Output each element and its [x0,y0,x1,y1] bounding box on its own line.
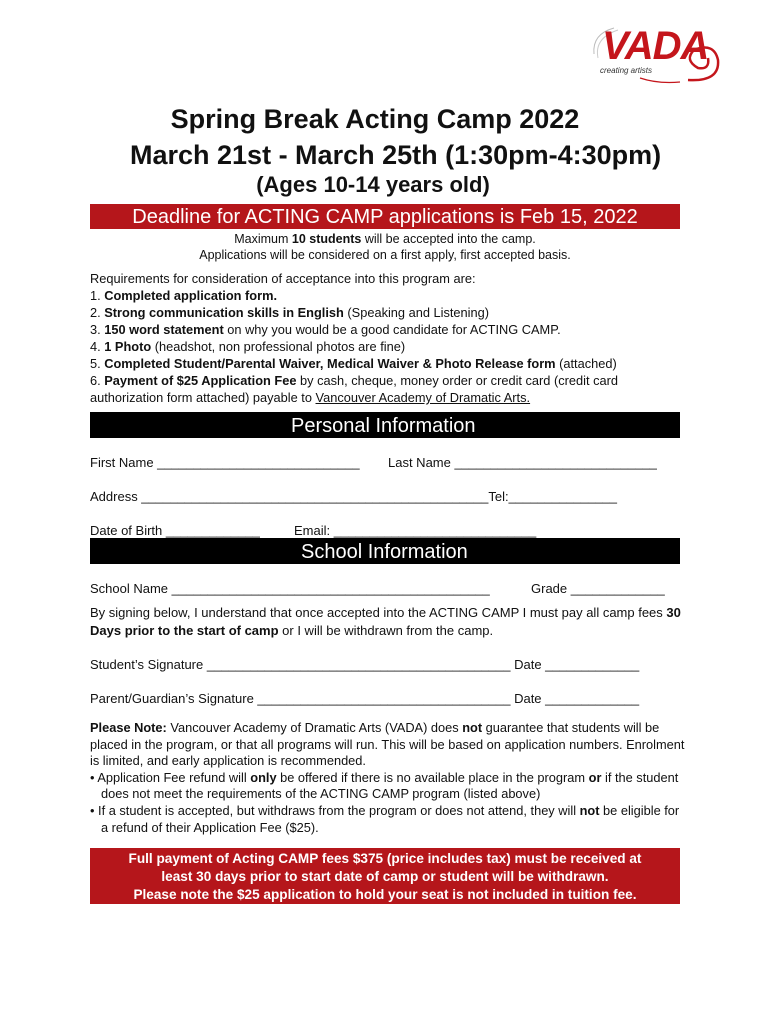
grade-field[interactable]: Grade _____________ [531,581,665,596]
parent-signature-field[interactable]: Parent/Guardian’s Signature ___________________________________ Date _____________ [90,691,640,706]
requirement-item: 5. Completed Student/Parental Waiver, Medical Waiver & Photo Release form (attached) [90,356,617,371]
first-name-field[interactable]: First Name ____________________________ [90,455,360,470]
please-note-paragraph: Please Note: Vancouver Academy of Dramatic Arts (VADA) does not guarantee that students will be placed in the program, or that all programs will run. This will be based on application numbers. Enrolment is limited, and early application is recommended. [90,720,685,769]
page-title: Spring Break Acting Camp 2022 [170,104,580,134]
basis-note: Applications will be considered on a first apply, first accepted basis. [199,248,571,262]
student-signature-field[interactable]: Student’s Signature __________________________________________ Date _____________ [90,657,640,672]
please-note-section [90,720,685,836]
dob-field[interactable]: Date of Birth _____________ [90,523,260,538]
logo-tagline: creating artists [600,66,653,75]
camp-dates: March 21st - March 25th (1:30pm-4:30pm) [130,140,662,170]
address-tel-field[interactable]: Address ________________________________________________Tel:_______________ [90,489,618,504]
deadline-banner: Deadline for ACTING CAMP applications is Feb 15, 2022 [90,204,680,229]
requirement-item: 4. 1 Photo (headshot, non professional photos are fine) [90,339,406,354]
payee-name: Vancouver Academy of Dramatic Arts. [315,390,531,405]
requirement-item: 1. Completed application form. [90,288,278,303]
email-field[interactable]: Email: ____________________________ [294,523,537,538]
requirements-intro: Requirements for consideration of acceptance into this program are: [90,271,476,286]
max-students-note: Maximum 10 students will be accepted into the camp. [234,232,536,246]
personal-info-heading: Personal Information [90,412,680,438]
fee-notice-line: least 30 days prior to start date of camp or student will be withdrawn. [161,869,609,884]
signing-statement: By signing below, I understand that once accepted into the ACTING CAMP I must pay all camp fees 30 Days prior to the start of camp or I will be withdrawn from the camp. [90,605,681,638]
fee-notice-line: Please note the $25 application to hold your seat is not included in tuition fee. [133,887,637,902]
school-name-field[interactable]: School Name ____________________________________________ [90,581,490,596]
requirement-item: 3. 150 word statement on why you would be a good candidate for ACTING CAMP. [90,322,561,337]
camp-ages: (Ages 10-14 years old) [256,172,490,197]
requirements-list [90,270,690,406]
requirement-item: 2. Strong communication skills in English (Speaking and Listening) [90,305,489,320]
vada-logo [588,20,723,88]
requirement-item-cont: authorization form attached) payable to Vancouver Academy of Dramatic Arts. [90,390,531,405]
requirement-item: 6. Payment of $25 Application Fee by cash, cheque, money order or credit card (credit card [90,373,618,388]
school-info-heading: School Information [90,538,680,564]
logo-wordmark: VADA [602,24,709,68]
refund-bullet: • Application Fee refund will only be offered if there is no available place in the program or if the student does not meet the requirements of the ACTING CAMP program (listed above) [90,769,679,802]
fee-notice-box [90,848,680,904]
fee-notice-line: Full payment of Acting CAMP fees $375 (price includes tax) must be received at [128,851,642,866]
withdraw-bullet: • If a student is accepted, but withdraws from the program or does not attend, they will not be eligible for a refund of their Application Fee ($25). [90,802,680,835]
last-name-field[interactable]: Last Name ____________________________ [388,455,657,470]
